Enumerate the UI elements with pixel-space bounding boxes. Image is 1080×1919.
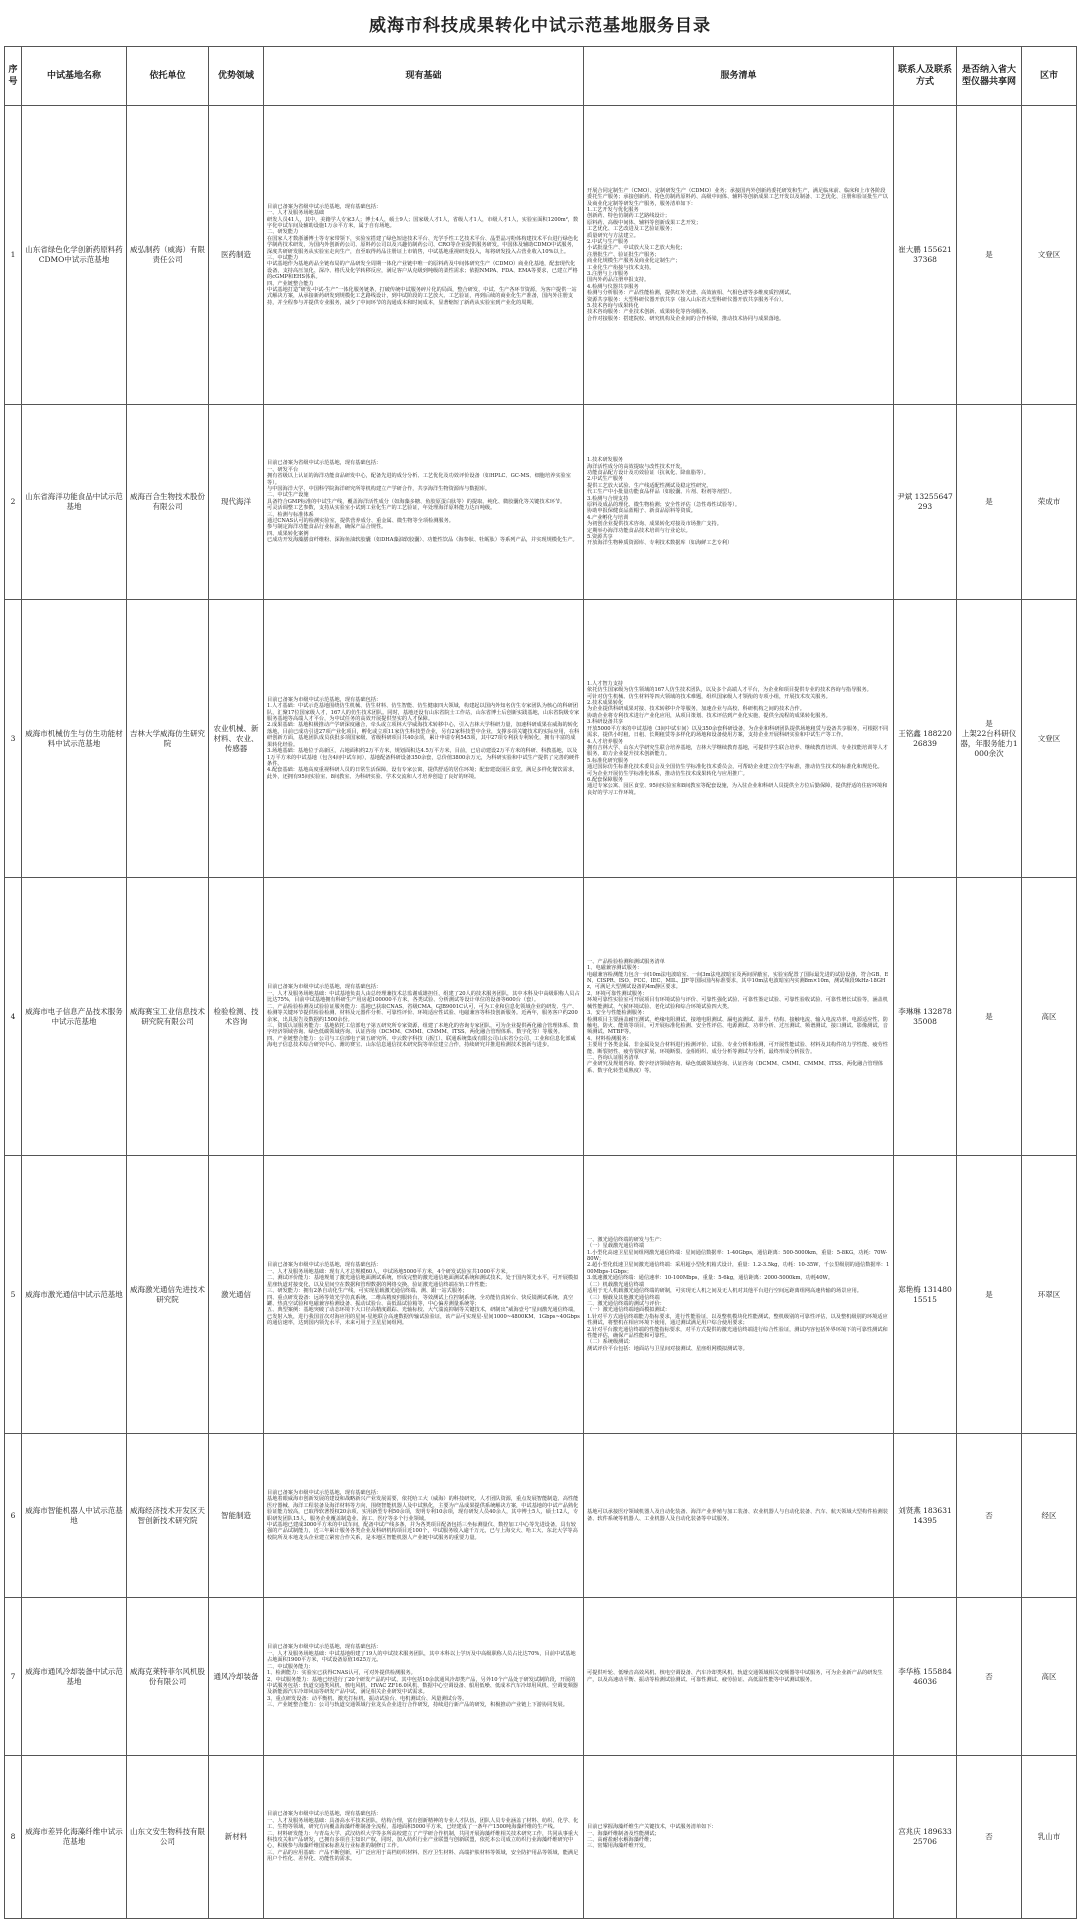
header-basis: 现有基础 bbox=[264, 47, 584, 106]
cell-district: 高区 bbox=[1022, 878, 1077, 1156]
header-base-name: 中试基地名称 bbox=[22, 47, 127, 106]
table-row bbox=[5, 1156, 1077, 1434]
cell-services: 目前已掌握海藻纤维生产关键技术，中试服务清单如下： 一、海藻纤维制备及性能测试； 二、高耐盐耐水解海藻纤维； 三、密耀用海藻纤维开发。 bbox=[584, 1756, 894, 1919]
cell-contact: 王铭鑫 18822026839 bbox=[894, 600, 957, 878]
cell-no: 1 bbox=[5, 106, 22, 405]
cell-services: 1.人才智力支持 依托仿生国家级为仿生领域的167人仿生技术团队，以及多个高端人才平台，为企业和项目提供专业的技术咨询与指导服务。 可针对仿生机械、仿生材料等四大领域的技术难题，组织国家级人才领衔的专项小组，开展技术攻关服务。 2.技术成果转化 为企业提供科研成果对接、技术转移中介等服务，加速企业与高校、科研机构之间的技术合作。 协助企业将专利技术进行产业化应用，从项目策划、技术评估到产业化实施，提供全流程的成果转化服务。 3.科研设备共享 开放5000平方米的中试基地（3间中试车间）以及350余套科研设备，为企业和科研团队提供场地租赁与设备共享服务，可根据不同需求，提供小时租、日租、长期租赁等多样化的场地和设备使用方案，支持企业开展科研实验和中试生产等工作。 4.人才培养服务 拥有吉林大学、山东大学研究生联合培养基地，吉林大学继续教育基地，可提供学生联合培养、继续教育培训、专业技能培训等人才服务，助力企业提升技术创新能力。 5.标准化研究服务 通过国际仿生标准化技术委员会及全国仿生学标准化技术委员会，可帮助企业建立仿生学标准，推动仿生技术的标准化和规范化。 可为企业开展仿生学标准化体系，推动仿生技术成果转化与应用推广。 6.配套保障服务 通过专家公寓、园区食堂、95间实验室和8间教室等配套设施，为入驻企业和科研人员提供全方位后勤保障，提供舒适的住宿环境和良好的学习工作环境。 bbox=[584, 600, 894, 878]
cell-base-name: 山东省海洋功能食品中试示范基地 bbox=[22, 405, 127, 600]
cell-unit: 吉林大学威海仿生研究院 bbox=[127, 600, 209, 878]
cell-services: 开展合同定制生产（CMO）、定制研发生产（CDMO）业务；承接国内外创新药委托研发和生产，满足临床前、临床和上市各阶段委托生产服务；承接创新药、特色仿制药原料药、高级中间体、辅料等创新成果工艺开发以及制备、工艺优化、注册和验证批生产以及商业化定制等研发生产服务，服务清单如下： 1.工艺开发与优化服务 创新药、特色仿制药工艺路线设计； 原料药、高级中间体、辅料等创新成果工艺开发； 工艺优化、工艺改进及工艺验证服务； 质量研究与方法建立。 2.中试与生产服务 小试批量生产、中试放大及工艺放大焦化； 注册批生产、验证批生产服务； 商业化规模生产服务及商业化定制生产； 工业化生产衔接与技术支持。 3.注册与上市服务 国内外药品注册申报支持。 4.检测与仪器共享服务 检测与分析服务：产品性能检测，提供红外光谱、高效液相、气相色谱等多维度质控测试。 资源共享服务：大型科研仪器开放共享（接入山东省大型科研仪器开放共享服务平台）。 5.技术咨询与成果转化 技术咨询服务：产业技术创新、成果转化等咨询服务。 合作对接服务：搭建院校、研究机构及企业间的合作桥梁，推动技术协同与成果落地。 bbox=[584, 106, 894, 405]
cell-field: 新材料 bbox=[209, 1756, 264, 1919]
cell-unit: 威海经济技术开发区天智创新技术研究院 bbox=[127, 1434, 209, 1598]
cell-base-name: 威海市通风冷却装备中试示范基地 bbox=[22, 1598, 127, 1756]
cell-services: 1.技术研发服务 海洋活性成分的高效提取与改性技术开发。 功能食品配方设计及功效验证（抗氧化、降血脂等）。 2.中试生产服务 提供工艺放大试验、生产线适配性测试及稳定性研究。 代工生产中小批量功能食品样品（如胶囊、片剂、粉剂等剂型）。 3.检测与合规支持 原料及成品的理化、微生物检测；安全性评估（急性毒性试验等）。 协助申报保健食品蓝帽子、新食品原料等资质。 4.产业孵化与培训 为初创企业提供技术咨询、成果转化对接及市场推广支持。 定期举办海洋功能食品技术培训与行业论坛。 5.资源共享 开放海洋生物种质资源库、专利技术数据库（如海鲜工艺专利） bbox=[584, 405, 894, 600]
service-directory-table bbox=[4, 46, 1077, 1919]
cell-shared: 否 bbox=[957, 1434, 1022, 1598]
cell-unit: 威弘制药（威海）有限责任公司 bbox=[127, 106, 209, 405]
cell-field: 通风冷却装备 bbox=[209, 1598, 264, 1756]
header-district: 区市 bbox=[1022, 47, 1077, 106]
header-row bbox=[5, 47, 1077, 106]
cell-no: 2 bbox=[5, 405, 22, 600]
cell-unit: 威海克莱特菲尔风机股份有限公司 bbox=[127, 1598, 209, 1756]
table-row bbox=[5, 1598, 1077, 1756]
header-services: 服务清单 bbox=[584, 47, 894, 106]
table-row bbox=[5, 1434, 1077, 1598]
header-no: 序号 bbox=[5, 47, 22, 106]
cell-no: 4 bbox=[5, 878, 22, 1156]
header-unit: 依托单位 bbox=[127, 47, 209, 106]
cell-unit: 威海激光通信先进技术研究院 bbox=[127, 1156, 209, 1434]
cell-field: 智能制造 bbox=[209, 1434, 264, 1598]
table-row bbox=[5, 878, 1077, 1156]
cell-field: 激光通信 bbox=[209, 1156, 264, 1434]
table-row bbox=[5, 106, 1077, 405]
table-row bbox=[5, 1756, 1077, 1919]
cell-shared: 是 bbox=[957, 878, 1022, 1156]
cell-basis: 目前已备案为市级中试示范基地，现有基础包括： 一、人才及服务场地基础：中试基地负责人由总经理兼技术总监谢成雄担任，组建了20人的技术服务团队，其中本科及中高级职称人员占比达75%，目前中试基地拥有科研生产用房超100000平方米，各类试验、分析测试等设计单位的设备等600台（套）。 二、产品检验检测及试验验证服务能力：基地已获取CNAS、省级CMA、GJB9001C认可，可为工业和信息化领域企业的研发、生产、检测等关键环节提供检验检测、材料及元器件分析、可靠性评价、环境适应性试验、电磁兼容等科技创新服务。近两年，服务客户约200余家，出具报告及数据约1500余份。 三、资质认证服务能力：基地依托工信部电子第五研究所专家资源，组建了本地化的咨询专家团队，可为企业提供两化融合管理体系、数字经济领域咨询、绿色低碳领域咨询、认证咨询（DCMM、CMMI、CMMM、ITSS、两化融合管理体系、数字化等）等服务。 四、产业链整合能力：公司与工信部电子第五研究所、中云数字科技（浙江）、联通系统集成有限公司山东省分公司、工业和信息化部威海电子信息技术综合研究中心、潍坊赛宝、山东信息通信技术研究院等单位建立合作，持续研究并推进检测技术创新与进步。 bbox=[264, 878, 584, 1156]
cell-no: 7 bbox=[5, 1598, 22, 1756]
cell-field: 农业机械、新材料、农业、传感器 bbox=[209, 600, 264, 878]
cell-contact: 李琳琳 13287835008 bbox=[894, 878, 957, 1156]
cell-contact: 宫兆庆 18963325706 bbox=[894, 1756, 957, 1919]
cell-field: 检验检测、技术咨询 bbox=[209, 878, 264, 1156]
cell-contact: 尹斌 13255647293 bbox=[894, 405, 957, 600]
cell-shared: 否 bbox=[957, 1756, 1022, 1919]
cell-shared: 是 bbox=[957, 405, 1022, 600]
cell-basis: 目前已备案为省级中试示范基地，现有基础包括： 一、人才及服务场地基础 研发人员41人，其中，美籍学人专家3人；博士4人，硕士9人；国家级人才1人，省级人才1人，市级人才1人，实验室面积1200m²，数字化中试车间及辅助设施1万余平方米，属于自有场地。 二、研发能力 在国家人才数浙潘博士等专家带领下，实验室搭建了绿色短途技术平台、光学手性工艺技术平台、晶型晶习粉体构建技术平台进行绿色化学制药技术研发，为国内外创新药公司、原料药公司以及兴趣仿制药公司、CRO等企业提供服务研发。中国体及辅助CDMO中试服务，深度共研研发服务从实验室走向生产，直至取得药品注册证上市销售，中试基地重视研发投入，每将研发投入占营业收入10%以上。 三、中试能力 中试基地作为基地药品全链布局的产品研发全周期一体化产业链中唯一的原料药及中间体研究生产（CDMO）商业化基地，配套现代化设备，支持高压氢化、深冷、格氏及化学转移反应，满足客户从克级到吨级的柔性需求；依据NMPA、FDA、EMA等要求，已建立严格的cGMP和EHS体系。 四、产业链整合能力 中试基地打造“研发-中试-生产”一体化服务链条，打破传统中试服务碎片化的局面，整合研发、中试、生产各环节资源，为客户提供一站式解决方案，从承接新药研发到规模化工艺路线设计，到中试阶段的工艺放大、工艺验证，再到后续的商业化生产准备，国内外注册支持，并全程参与并提供专业服务，减少了中间环节的沟通成本和时间成本，显著缩短了新药从实验室到产业化的周期。 bbox=[264, 106, 584, 405]
cell-district: 乳山市 bbox=[1022, 1756, 1077, 1919]
page-title: 威海市科技成果转化中试示范基地服务目录 bbox=[369, 16, 711, 36]
cell-contact: 刘贤燕 18363114395 bbox=[894, 1434, 957, 1598]
cell-base-name: 威海市差异化海藻纤维中试示范基地 bbox=[22, 1756, 127, 1919]
cell-basis: 目前已备案为市级中试示范基地，现有基础包括： 基地着眼威海市创新发展的建设和战略新兴产业发展需要，依托哈工大（威海）的科技研究、人才团队资源，重点发展智能制造、高性能医疗器械、海洋工程装备及海洋材料等方向，围绕智能机器人及中试熟化，主要为产品成果提供系统解决方案，中试基地的中试产品熟化验证能力较高，已取得软著授权20余项、实用新型专利50余项，发明专利10余项，现有研发人员40余人，其中博士5人，硕士12人，专职研发团队15人，服务企业覆盖制造业、海工、医疗等多个行业领域。 中试基地已建成3000平方米的中试车间，配备中试产线多条，并为各类项目配备包括三坐标测量仪、数控加工中心等先进设备，具有较强的产品试制能力，近三年累计服务各类企业及科研机构项目近100个，中试服务收入逾千万元，已与上海交大、哈工大、东北大学等高校院所及本地龙头企业建立紧密合作关系，是本地区智能机器人产业链中试服务的重要力量。 bbox=[264, 1434, 584, 1598]
cell-basis: 目前已备案为市级中试示范基地，现有基础包括： 1.人才基础：中试示范基地围绕仿生机械、仿生材料、仿生智能、仿生健康四大领域，构建起以国内外知名仿生专家团队为核心的科研团队，汇聚17位国家级人才，167人的仿生技术团队。同时，基地还设有山东省院士工作站，山东省博士后创新实践基地，山东省院级专家服务基地等高端人才平台，为中试任务的高效开展提供坚实的人才保障。 2.成果基础：基地积极推动产学研深度融合，牵头或立项林大学威海技术转移中心，引入吉林大学科研力量，加速科研成果在威海的转化落地，目前已成功引进27项产业化项目，孵化或立项11家仿生科技型企业，另有2家科技型中企业，支撑多项关键技术的实际应用，在科研创新方面，基地团队成员获批多项国家级、省级科研项目共40余项，累计申请专利545项，其中27项专利获专利转化，拥有丰富的成果转化经验。 3.场地基础：基地位于高新区，占地面积约2万平方米，规划面积达4.5万平方米，目前，已启动建设2万平方米的科研、科教基地，以及1万平方米的中试基地（包含4间中试车间），基地配备科研设备350余套，总价值3800余万元，为科研实验和中试生产提供了完善的硬件条件。 4.配套基础：基地高度重视科研人员的日常生活保障，设有专家公寓，提供舒适的居住环境；配套建设园区食堂，满足多样化餐饮需求，此外，还拥有95间实验室、8间教室、为科研实验、学术交流和人才培养创造了良好的环境。 bbox=[264, 600, 584, 878]
cell-unit: 威海百合生物技术股份有限公司 bbox=[127, 405, 209, 600]
cell-district: 经区 bbox=[1022, 1434, 1077, 1598]
cell-district: 荣成市 bbox=[1022, 405, 1077, 600]
cell-shared: 是 bbox=[957, 1156, 1022, 1434]
cell-unit: 威海赛宝工业信息技术研究院有限公司 bbox=[127, 878, 209, 1156]
table-row bbox=[5, 600, 1077, 878]
cell-basis: 目前已备案为省级中试示范基地，现有基础包括： 一、研发平台 拥有省级以上认证的海洋功能食品研发中心，配备先进的成分分析、工艺优化及功效评价设备（如HPLC、GC-MS、细胞培养实验室等）。 与中国海洋大学、中国科学院海洋研究所等机构建立产学研合作，共享海洋生物资源库与数据库。 二、中试生产设施 具备符合GMP标准的中试生产线，覆盖海洋活性成分（如海藻多糖、鱼胶原蛋白肽等）的提取、纯化、微胶囊化等关键技术环节。 可灵活调整工艺参数，支持从实验室小试到工业化生产的工艺验证，年处理海洋原料能力达百吨级。 三、检测与标准体系 通过CNAS认可的检测实验室，提供营养成分、重金属、微生物等全项检测服务。 参与制定海洋功能食品行业标准，确保产品合规性。 四、成果转化案例 已成功开发海藻膳食纤维粉、深海鱼油软胶囊（如DHA藻油软胶囊）、功能性饮品（海参肽、牡蛎肽）等系列产品，并实现规模化生产。 bbox=[264, 405, 584, 600]
cell-no: 3 bbox=[5, 600, 22, 878]
cell-contact: 郑艳梅 13148015515 bbox=[894, 1156, 957, 1434]
cell-field: 现代海洋 bbox=[209, 405, 264, 600]
cell-basis: 目前已备案为市级中试示范基地，现有基础包括： 一、人才及服务场地基础：具备高水平技术团队，结构合理，富有创新精神的专业人才队伍，团队人员专业涵盖了材料、纺织、化学、化工、生物等领域，研究方向覆盖海藻纤维制备全流程，基地面积5000平方米，已经建成了一条年产1500吨海藻纤维的生产线。 二、材料研发能力：与青岛大学、武汉纺织大学等多所高校建立了产学研合作机制，共同开展海藻纤维相关技术研究工作，共同从事重大科技攻关和产品研发，已拥有多项自主知识产权，同时，加入纺织行业产业联盟与创新联盟，依托本公司成立纺织行业海藻纤维研究中心，积极参与海藻纤维国家标准及行业标准的制修订工作。 三、产品的应用基础：产品不断创新，可广泛应用于高档纺织材料、医疗卫生材料、高端护肤材料等领域，安全防护用品等领域，能满足用户个性化、差异化、功能性的需求。 bbox=[264, 1756, 584, 1919]
cell-services: 基地可以承接医疗领域机器人及自动化装备、海洋产业养殖与加工装备、农业机器人与自动化装备、汽车、航天领域大型构件检测装备、软件系统等机器人、工业机器人及自动化装备等中试服务。 bbox=[584, 1434, 894, 1598]
cell-services: 一、产品检验检测和测试服务清单 1、电磁兼容测试服务： 电磁兼容检测能力包含一间10m法电波暗室、一间3m法电波暗室及两间屏蔽室，实验室配置了国际最先进的试验设备，符合GB、EN、CISPR、ISO、FCC、IEC、MIL、JJF等国际国内标准要求，其中10m法电波暗室内实测8m×10m，测试频段9kHz-18GHz，可满足大型测试设备的4m静区要求。 2、环境可靠性测试服务： 环境可靠性实验室可开展项目有环境试验与评价、可靠性强化试验、可靠性鉴定试验、可靠性验收试验、可靠性增长试验等，涵盖机械性能测试、气候环境试验、老化试验和综合环境试验四大类。 3、安全与性能检测服务： 检测项目主要涵盖耐压测试、绝缘电阻测试、接地电阻测试、漏电流测试、温升、结构、接触电流、输入电流功率、电源适应性、防触电、防火、能效等项目，可开展标准化检测、安全性评估、电源测试、功率分析、过压测试、频谱测试、接口测试、影像测试、音频测试、MTBF等。 4、材料检测服务： 主要用于各类金属、非金属及复合材料进行检测评价、试验、专业分析和检测，可开展性能试验、材料及其构件的力学性能、疲劳性能、断裂韧性、疲劳裂纹扩展、环境断裂、金相组织、成分分析等测试与分析，最终形成分析报告。 二、咨询认证服务清单 产业研究及规划咨询、数字经济领域咨询、绿色低碳领域咨询、认证咨询（DCMM、CMMI、CMMM、ITSS、两化融合管理体系、数字化转型成熟度）等。 bbox=[584, 878, 894, 1156]
cell-shared: 是 bbox=[957, 106, 1022, 405]
cell-district: 高区 bbox=[1022, 1598, 1077, 1756]
cell-contact: 崔大鹏 15562137368 bbox=[894, 106, 957, 405]
cell-base-name: 威海市智能机器人中试示范基地 bbox=[22, 1434, 127, 1598]
cell-basis: 目前已备案为市级中试示范基地，现有基础包括： 一、人才及服务场地基础：中试基地组建了19人的中试技术服务团队，其中本科以上学历及中高级职称人员占比达70%，目前中试基地占地面积1900平方米，中试设备原值1625万元。 二、中试服务能力： 1、检测能力：实验室已获得CNAS认可，可对外提供检测服务。 2、中试服务能力：基地已经进行了20个研发产品的中试，其中包括10余款通风冷却类产品，另外10个产品处于研发试制阶段，开展的中试服务包括：轨道交通类风机、核电风机、HVAC ZF16.0风机、数据中心空调设备、船用低噪、低成本汽车冷却用风机、空调变频器及新能源汽车冷却风扇等研发产品中试，满足相关企业研发中试需求。 3、重点研发设备：动平衡机、激光打标机、振动试验台、电机测试台、风量测试台等。 三、产业链整合能力：公司与轨道交通领域行业龙头企业进行合作研发，持续进行新产品的研发，积极推动产业链上下游协同发展。 bbox=[264, 1598, 584, 1756]
cell-shared: 否 bbox=[957, 1598, 1022, 1756]
header-field: 优势领域 bbox=[209, 47, 264, 106]
cell-no: 8 bbox=[5, 1756, 22, 1919]
cell-base-name: 威海市机械仿生与仿生功能材料中试示范基地 bbox=[22, 600, 127, 878]
cell-contact: 李华栋 15588446036 bbox=[894, 1598, 957, 1756]
cell-district: 环翠区 bbox=[1022, 1156, 1077, 1434]
header-shared: 是否纳入省大型仪器共享网 bbox=[957, 47, 1022, 106]
header-contact: 联系人及联系方式 bbox=[894, 47, 957, 106]
cell-base-name: 山东省绿色化学创新药原料药CDMO中试示范基地 bbox=[22, 106, 127, 405]
cell-services: 可提供叶轮、低噪音高效风机、核电空调设备、汽车冷却类风机、轨道交通领域相关变频器等中试服务，可为企业新产品的研发生产，以及高速动平衡、振动等检测试验测试、可靠性测试、疲劳验证、高低温性能等中试测试服务。 bbox=[584, 1598, 894, 1756]
cell-unit: 山东文安生物科技有限公司 bbox=[127, 1756, 209, 1919]
cell-services: 一、激光通信终端的研发与生产： （一）星载激光通信终端 1.小型化高速卫星星间组网激光通信终端：星间通信数据率：1-40Gbps，通信距离：500-5000km，重量：5-8KG，功耗：70W-80W； 2.超小型化低速卫星间激光通信终端：采用超小型化机箱式设计，重量：1.2-3.5kg，功耗：10-35W，千公里级别的通信数据率：100Mbps-1Gbps； 3.低速激光通信终端：通信速率：10-100Mbps，重量：5-6kg，通信距离：2000-5000km，功耗40W。 （二）机载激光通信终端 适用于无人机载激光通信终端的研制，可实现无人机之间及无人机对其他平台进行空间远距离组网高速传输的场景应用。 （三）舰载及其他激光通信终端 二、激光通信终端的测试与评价： （一）激光通信终端地面模拟测试： 1.针对平方式通信终端能力指标要求，进行性能验证，以及整机模块化性能测试，整机级别的可靠性评估，以及整机级别的环境适应性测试，将整机在相应环境下使用，通过测试满足用户综合使用要求； 2.针对平台激光通信终端的性能指标要求，对平方式提供的激光通信终端进行综合性验证，测试内容包括外界环境下的可靠性测试和性能评估，确保产品性能和可靠性。 （二）系统级测试： 测试评价平台包括：地面站与卫星间对接测试、星座组网模拟测试等。 bbox=[584, 1156, 894, 1434]
cell-district: 文登区 bbox=[1022, 106, 1077, 405]
cell-shared: 是 上架22台科研仪器，年服务能力1000余次 bbox=[957, 600, 1022, 878]
cell-basis: 目前已备案为市级中试示范基地，现有基础包括： 一、人才及服务场地基础：现有人才总规模60人，中试场地5000平方米，4个研发试验室共1000平方米。 二、测试评价能力：基地规划了激光通信地面测试系统，形成完整的激光通信地面测试系统和测试技术。处于国内领先水平，可开展模拟星座轨道对接变化，以及星间空在数据和管理数据的网络交换，验证激光通信终端在轨工作性能； 三、研发能力：拥有2条自动化生产线，可实现星载激光通信终端、测、跟一站式服务； 四、重点研发设备：远场等效光学仿真系统、二维高精度伺服转台、等效测试上位控制系统、全功能仿真转台、快反镜测试系统、真空罐、热真空试验和电磁兼容检测设备、振动试验台、高低温试验箱等，中心偏差测量系统等； 五、典型案例：基地突破了动态环境下大口径高精度跟踪、光轴标校、大气湍流抑制等关键技术，研制出“威海壹号”星间激光通信终端，已发射入轨，进行我国首次对海应用的星间-星地联合高速数据传输试验验证，该产品可实现星-星间1000~4800KM、1Gbps~40Gbps的通信速率，达到国内领先水平，未来可用于卫星星间组网。 bbox=[264, 1156, 584, 1434]
cell-field: 医药制造 bbox=[209, 106, 264, 405]
cell-district: 文登区 bbox=[1022, 600, 1077, 878]
cell-base-name: 威海市激光通信中试示范基地 bbox=[22, 1156, 127, 1434]
cell-no: 6 bbox=[5, 1434, 22, 1598]
table-row bbox=[5, 405, 1077, 600]
cell-base-name: 威海市电子信息产品技术服务中试示范基地 bbox=[22, 878, 127, 1156]
cell-no: 5 bbox=[5, 1156, 22, 1434]
